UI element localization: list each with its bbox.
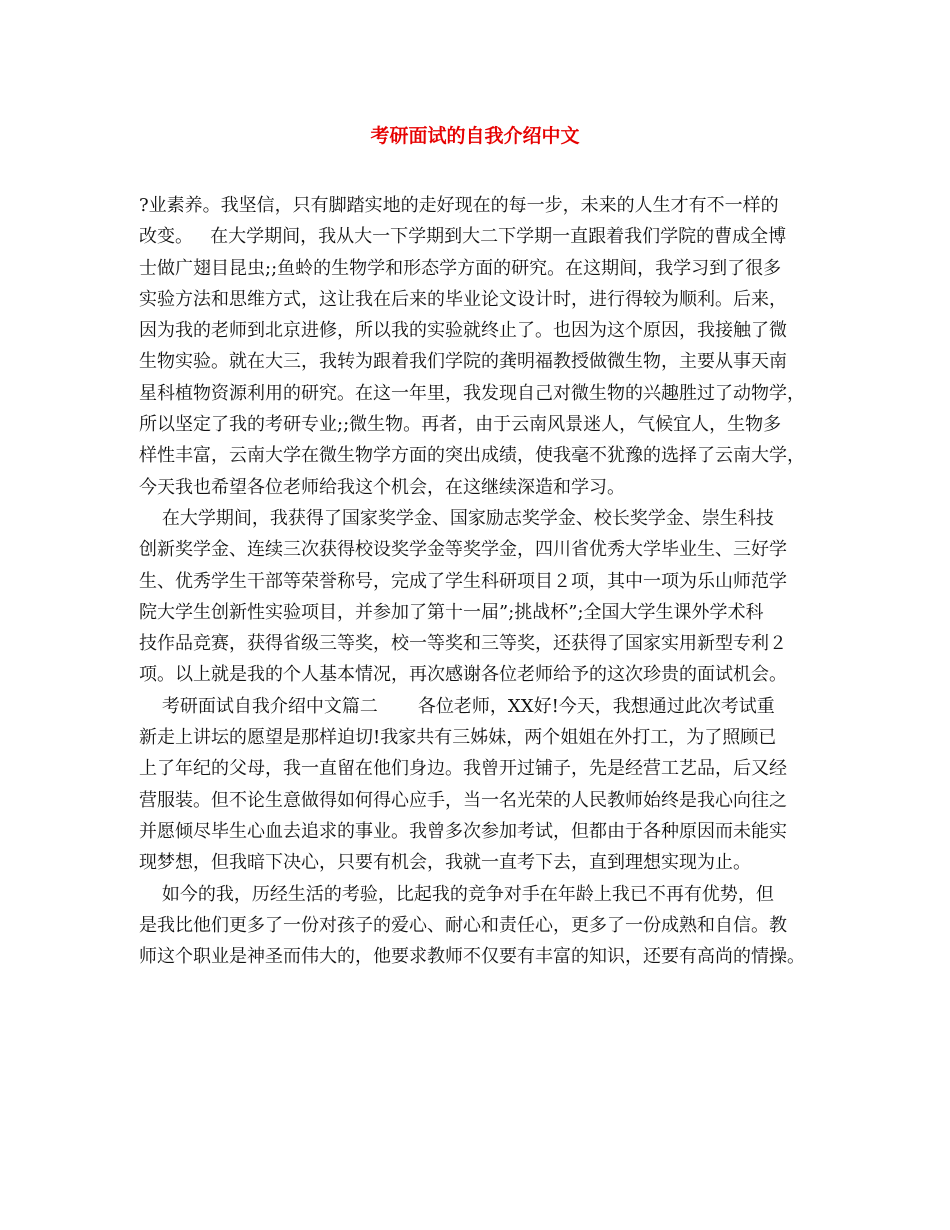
document-body	[139, 190, 829, 972]
text-line: 上了年纪的父母，我一直留在他们身边。我曾开过铺子，先是经营工艺品，后又经	[139, 758, 787, 780]
text-line: 在大学期间，我获得了国家奖学金、国家励志奖学金、校长奖学金、崇生科技	[139, 507, 774, 529]
text-line: 创新奖学金、连续三次获得校设奖学金等奖学金，四川省优秀大学毕业生、三好学	[139, 539, 787, 561]
text-line: ?业素养。我坚信，只有脚踏实地的走好现在的每一步，未来的人生才有不一样的	[139, 195, 779, 216]
text-line: 因为我的老师到北京进修，所以我的实验就终止了。也因为这个原因，我接触了微	[139, 320, 787, 342]
text-line: 样性丰富，云南大学在微生物学方面的突出成绩，使我毫不犹豫的选择了云南大学，	[139, 445, 805, 467]
text-line: 如今的我，历经生活的考验，比起我的竞争对手在年龄上我已不再有优势，但	[139, 883, 774, 905]
text-line: 技作品竞赛，获得省级三等奖，校一等奖和三等奖，还获得了国家实用新型专利２	[139, 633, 787, 655]
text-line: 院大学生创新性实验项目，并参加了第十一届”;挑战杯”;全国大学生课外学术科	[139, 601, 764, 623]
text-line: 所以坚定了我的考研专业;;微生物。再者，由于云南风景迷人，气候宜人，生物多	[139, 414, 782, 436]
text-line: 生、优秀学生干部等荣誉称号，完成了学生科研项目２项，其中一项为乐山师范学	[139, 570, 787, 592]
text-line: 士做广翅目昆虫;;鱼蛉的生物学和形态学方面的研究。在这期间，我学习到了很多	[139, 257, 782, 279]
text-line: 今天我也希望各位老师给我这个机会，在这继续深造和学习。	[139, 476, 625, 498]
text-line: 营服装。但不论生意做得如何得心应手，当一名光荣的人民教师始终是我心向往之	[139, 789, 787, 811]
paragraph-2	[139, 503, 829, 691]
document-title: 考研面试的自我介绍中文	[370, 125, 580, 147]
paragraph-1	[139, 190, 829, 503]
paragraph-3	[139, 691, 829, 879]
text-line: 是我比他们更多了一份对孩子的爱心、耐心和责任心，更多了一份成熟和自信。教	[139, 914, 787, 936]
text-line: 生物实验。就在大三，我转为跟着我们学院的龚明福教授做微生物，主要从事天南	[139, 351, 787, 373]
paragraph-4	[139, 879, 829, 973]
text-line: 项。以上就是我的个人基本情况，再次感谢各位老师给予的这次珍贵的面试机会。	[139, 664, 787, 686]
text-line: 星科植物资源利用的研究。在这一年里，我发现自己对微生物的兴趣胜过了动物学，	[139, 382, 805, 404]
text-line: 师这个职业是神圣而伟大的，他要求教师不仅要有丰富的知识，还要有高尚的情操。	[139, 946, 805, 968]
text-line: 考研面试自我介绍中文篇二 各位老师，XX好!今天，我想通过此次考试重	[139, 695, 775, 717]
text-line: 新走上讲坛的愿望是那样迫切!我家共有三姊妹，两个姐姐在外打工，为了照顾已	[139, 727, 777, 749]
text-line: 并愿倾尽毕生心血去追求的事业。我曾多次参加考试，但都由于各种原因而未能实	[139, 820, 787, 842]
text-line: 改变。 在大学期间，我从大一下学期到大二下学期一直跟着我们学院的曹成全博	[139, 226, 787, 248]
text-line: 现梦想，但我暗下决心，只要有机会，我就一直考下去，直到理想实现为止。	[139, 852, 751, 874]
text-line: 实验方法和思维方式，这让我在后来的毕业论文设计时，进行得较为顺利。后来，	[139, 288, 787, 310]
